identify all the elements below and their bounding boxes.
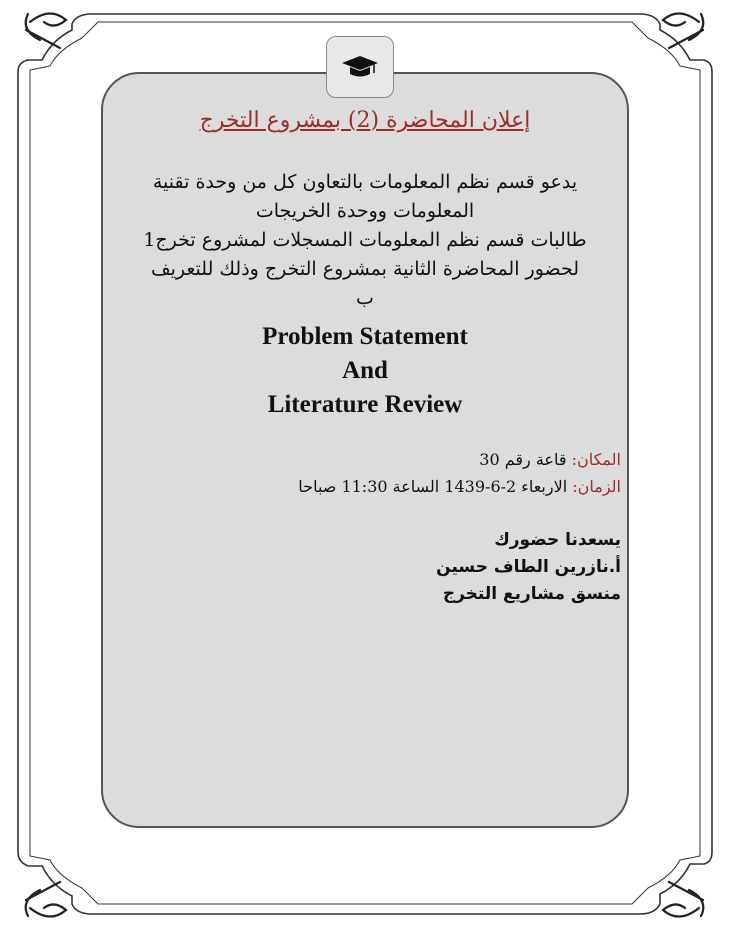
time-info bbox=[298, 477, 621, 496]
page-title: إعلان المحاضرة (2) بمشروع التخرج bbox=[199, 108, 531, 133]
announcement-body bbox=[108, 168, 622, 313]
signature-line-3: منسق مشاريع التخرج bbox=[442, 584, 621, 604]
body-line: طالبات قسم نظم المعلومات المسجلات لمشروع تخرج1 bbox=[143, 229, 587, 251]
time-value: الاربعاء 2-6-1439 الساعة 11:30 صباحا bbox=[298, 477, 573, 496]
place-label: المكان: bbox=[571, 450, 621, 469]
topic-line-3: Literature Review bbox=[267, 391, 463, 418]
place-value: قاعة رقم 30 bbox=[479, 450, 572, 469]
graduation-cap-badge bbox=[326, 36, 394, 98]
place-info bbox=[479, 450, 621, 469]
time-label: الزمان: bbox=[572, 477, 621, 496]
signature-line-2: أ.نازرين الطاف حسين bbox=[436, 557, 621, 577]
topic-line-2: And bbox=[342, 357, 388, 384]
body-line: يدعو قسم نظم المعلومات بالتعاون كل من وحدة تقنية bbox=[152, 171, 578, 193]
graduation-cap-icon bbox=[340, 54, 380, 80]
topic-line-1: Problem Statement bbox=[262, 323, 468, 350]
body-line: المعلومات ووحدة الخريجات bbox=[255, 200, 475, 222]
signature-line-1: يسعدنا حضورك bbox=[494, 530, 621, 550]
body-line: لحضور المحاضرة الثانية بمشروع التخرج وذلك للتعريف bbox=[150, 258, 580, 280]
body-line: ب bbox=[356, 287, 374, 309]
